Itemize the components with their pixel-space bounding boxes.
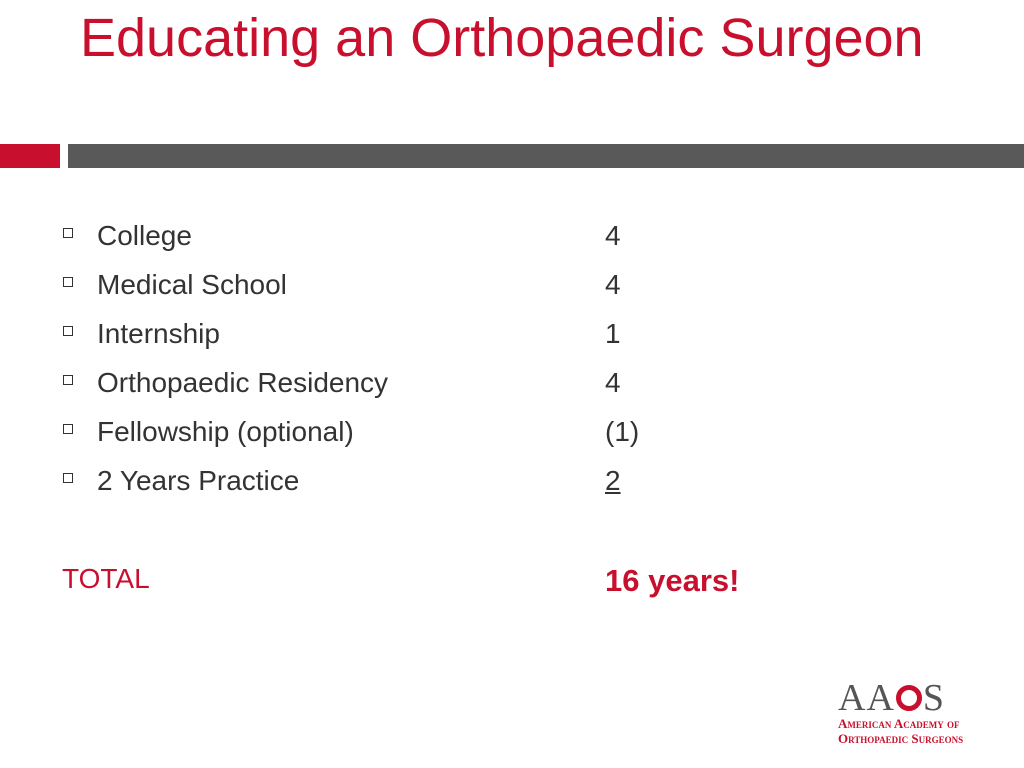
logo-letters-right: S (922, 677, 946, 719)
list-item-years: 2 (605, 465, 621, 496)
list-item-residency (0, 361, 1024, 410)
square-bullet-icon (63, 473, 73, 483)
title-divider-bar (68, 144, 1024, 168)
list-item-label: Orthopaedic Residency (97, 367, 389, 398)
logo-letters-left: AA (838, 677, 895, 719)
logo-circle-icon (896, 685, 922, 711)
square-bullet-icon (63, 375, 73, 385)
list-item-fellowship (0, 410, 1024, 459)
logo-line-1: American Academy of (838, 716, 960, 731)
list-item-practice (0, 459, 1024, 508)
logo-line-2: Orthopaedic Surgeons (838, 731, 964, 746)
list-item-years: 1 (605, 318, 621, 349)
list-item-label: 2 Years Practice (97, 465, 300, 496)
list-item-label: Fellowship (optional) (97, 416, 354, 447)
list-item-label: College (97, 220, 192, 251)
list-item-years: 4 (605, 220, 621, 251)
aaos-logo (838, 676, 998, 746)
square-bullet-icon (63, 326, 73, 336)
list-item-label: Medical School (97, 269, 287, 300)
slide-title: Educating an Orthopaedic Surgeon (80, 8, 924, 68)
total-value: 16 years! (605, 563, 740, 598)
square-bullet-icon (63, 424, 73, 434)
title-accent-bar (0, 144, 60, 168)
square-bullet-icon (63, 228, 73, 238)
list-item-years: (1) (605, 416, 640, 447)
list-item-years: 4 (605, 367, 621, 398)
total-label: TOTAL (62, 563, 150, 594)
logo-wordmark (838, 676, 946, 719)
list-item-college (0, 214, 1024, 263)
list-item-internship (0, 312, 1024, 361)
list-item-medical-school (0, 263, 1024, 312)
square-bullet-icon (63, 277, 73, 287)
list-item-years: 4 (605, 269, 621, 300)
list-item-label: Internship (97, 318, 220, 349)
